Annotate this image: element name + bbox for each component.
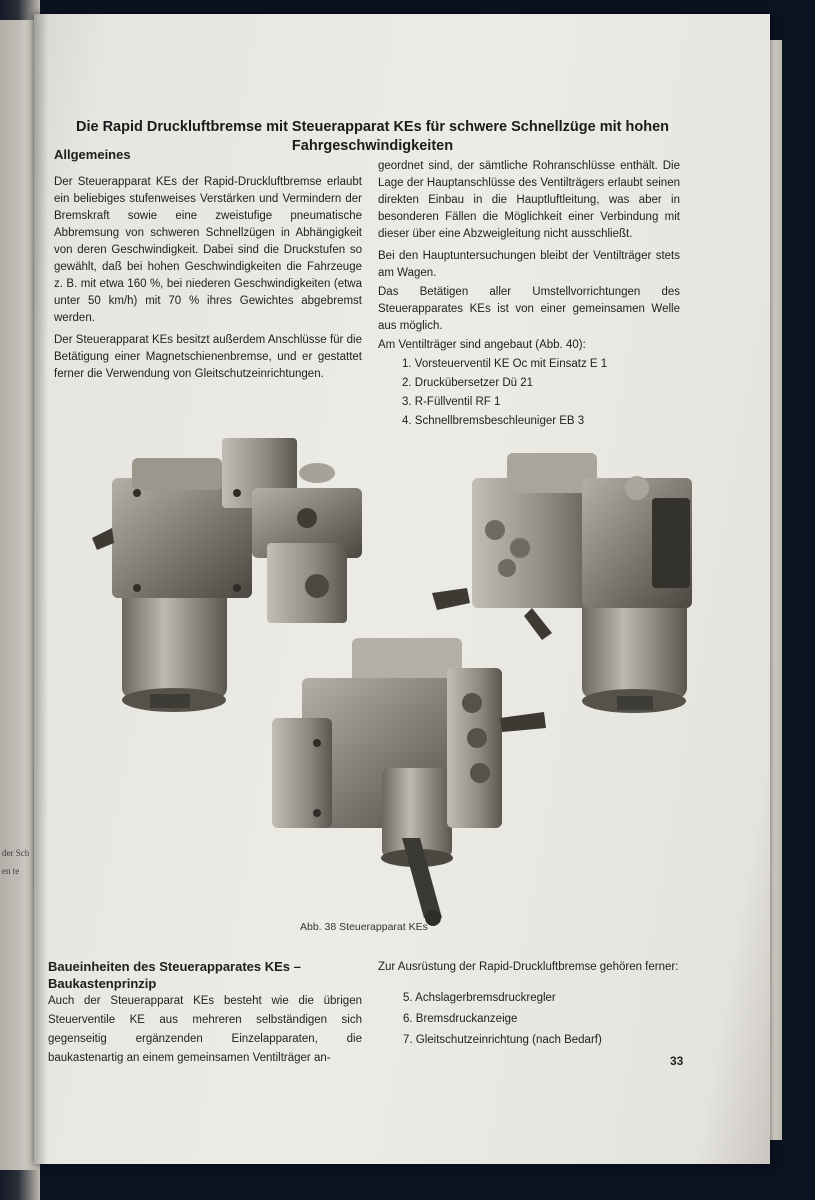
heading-line: Baueinheiten des Steuerapparates KEs – [48, 959, 301, 974]
section-heading-baueinheiten [48, 958, 301, 992]
bottom-right-text [378, 958, 680, 1052]
page-spine-shadow [34, 14, 48, 1164]
left-column-text [54, 174, 362, 388]
previous-page-text: der Sch [2, 848, 30, 858]
paragraph: Zur Ausrüstung der Rapid-Druckluftbremse gehören ferner: [378, 961, 679, 973]
figure-steuerapparat [52, 418, 712, 928]
paragraph: Am Ventilträger sind angebaut (Abb. 40): [378, 339, 586, 351]
valve-photo-left [92, 438, 362, 712]
list-item: 6. Bremsdruckanzeige [403, 1013, 518, 1025]
equipment-list [378, 989, 680, 1050]
valve-photo-center [272, 638, 546, 926]
list-item: 3. R-Füllventil RF 1 [402, 396, 501, 408]
paragraph: geordnet sind, der sämtliche Rohranschlüsse enthält. Die Lage der Hauptanschlüsse des Ventilträgers erlaubt seinen direkten Einbau in die Hauptluftleitung, was aber in besonderen Fällen die Möglichkeit einer Verbindung mit dieser über eine Abzweigleitung nicht ausschließt. [378, 160, 680, 240]
paragraph: Bei den Hauptuntersuchungen bleibt der Ventilträger stets am Wagen. [378, 250, 680, 279]
right-column-text [378, 158, 680, 432]
section-heading-allgemeines: Allgemeines [54, 147, 131, 162]
previous-page-text: en te [2, 866, 20, 876]
paragraph: Auch der Steuerapparat KEs besteht wie die übrigen Steuerventile KE aus mehreren selbständigen sich gegenseitig ergänzenden Einzelapparaten, die baukastenartig an einem gemeinsamen Ventilträger an- [48, 995, 362, 1064]
paragraph: Der Steuerapparat KEs der Rapid-Druckluftbremse erlaubt ein beliebiges stufenweises Verstärken und Vermindern der Bremskraft sowie eine zweistufige pneumatische Abbremsung von schweren Schnellzügen in Abhängigkeit von deren Geschwindigkeit. Dabei sind die Druckstufen so gewählt, daß bei hohen Geschwindigkeiten die Fahrzeuge z. B. mit etwa 160 %, bei niederen Geschwindigkeiten (etwa unter 50 km/h) mit 70 % ihres Gewichtes abgebremst werden. [54, 176, 362, 324]
list-item: 1. Vorsteuerventil KE Oc mit Einsatz E 1 [402, 358, 608, 370]
list-item: 2. Druckübersetzer Dü 21 [402, 377, 534, 389]
page-title: Die Rapid Druckluftbremse mit Steuerapparat KEs für schwere Schnellzüge mit hohen Fahrgeschwindigkeiten [75, 119, 670, 154]
paragraph: Das Betätigen aller Umstellvorrichtungen des Steuerapparates KEs ist von einer gemeinsamen Welle aus möglich. [378, 286, 680, 332]
list-item: 7. Gleitschutzeinrichtung (nach Bedarf) [403, 1034, 602, 1046]
page-number: 33 [670, 1054, 684, 1068]
list-item: 5. Achslagerbremsdruckregler [403, 992, 556, 1004]
paragraph: Der Steuerapparat KEs besitzt außerdem Anschlüsse für die Betätigung einer Magnetschienenbremse, und er gestattet ferner die Verwendung von Gleitschutzeinrichtungen. [54, 334, 362, 380]
bottom-left-text [48, 992, 362, 1073]
figure-caption: Abb. 38 Steuerapparat KEs [300, 921, 428, 933]
heading-line: Baukastenprinzip [48, 976, 157, 991]
book-page [34, 14, 770, 1164]
list-item: 4. Schnellbremsbeschleuniger EB 3 [402, 415, 585, 427]
